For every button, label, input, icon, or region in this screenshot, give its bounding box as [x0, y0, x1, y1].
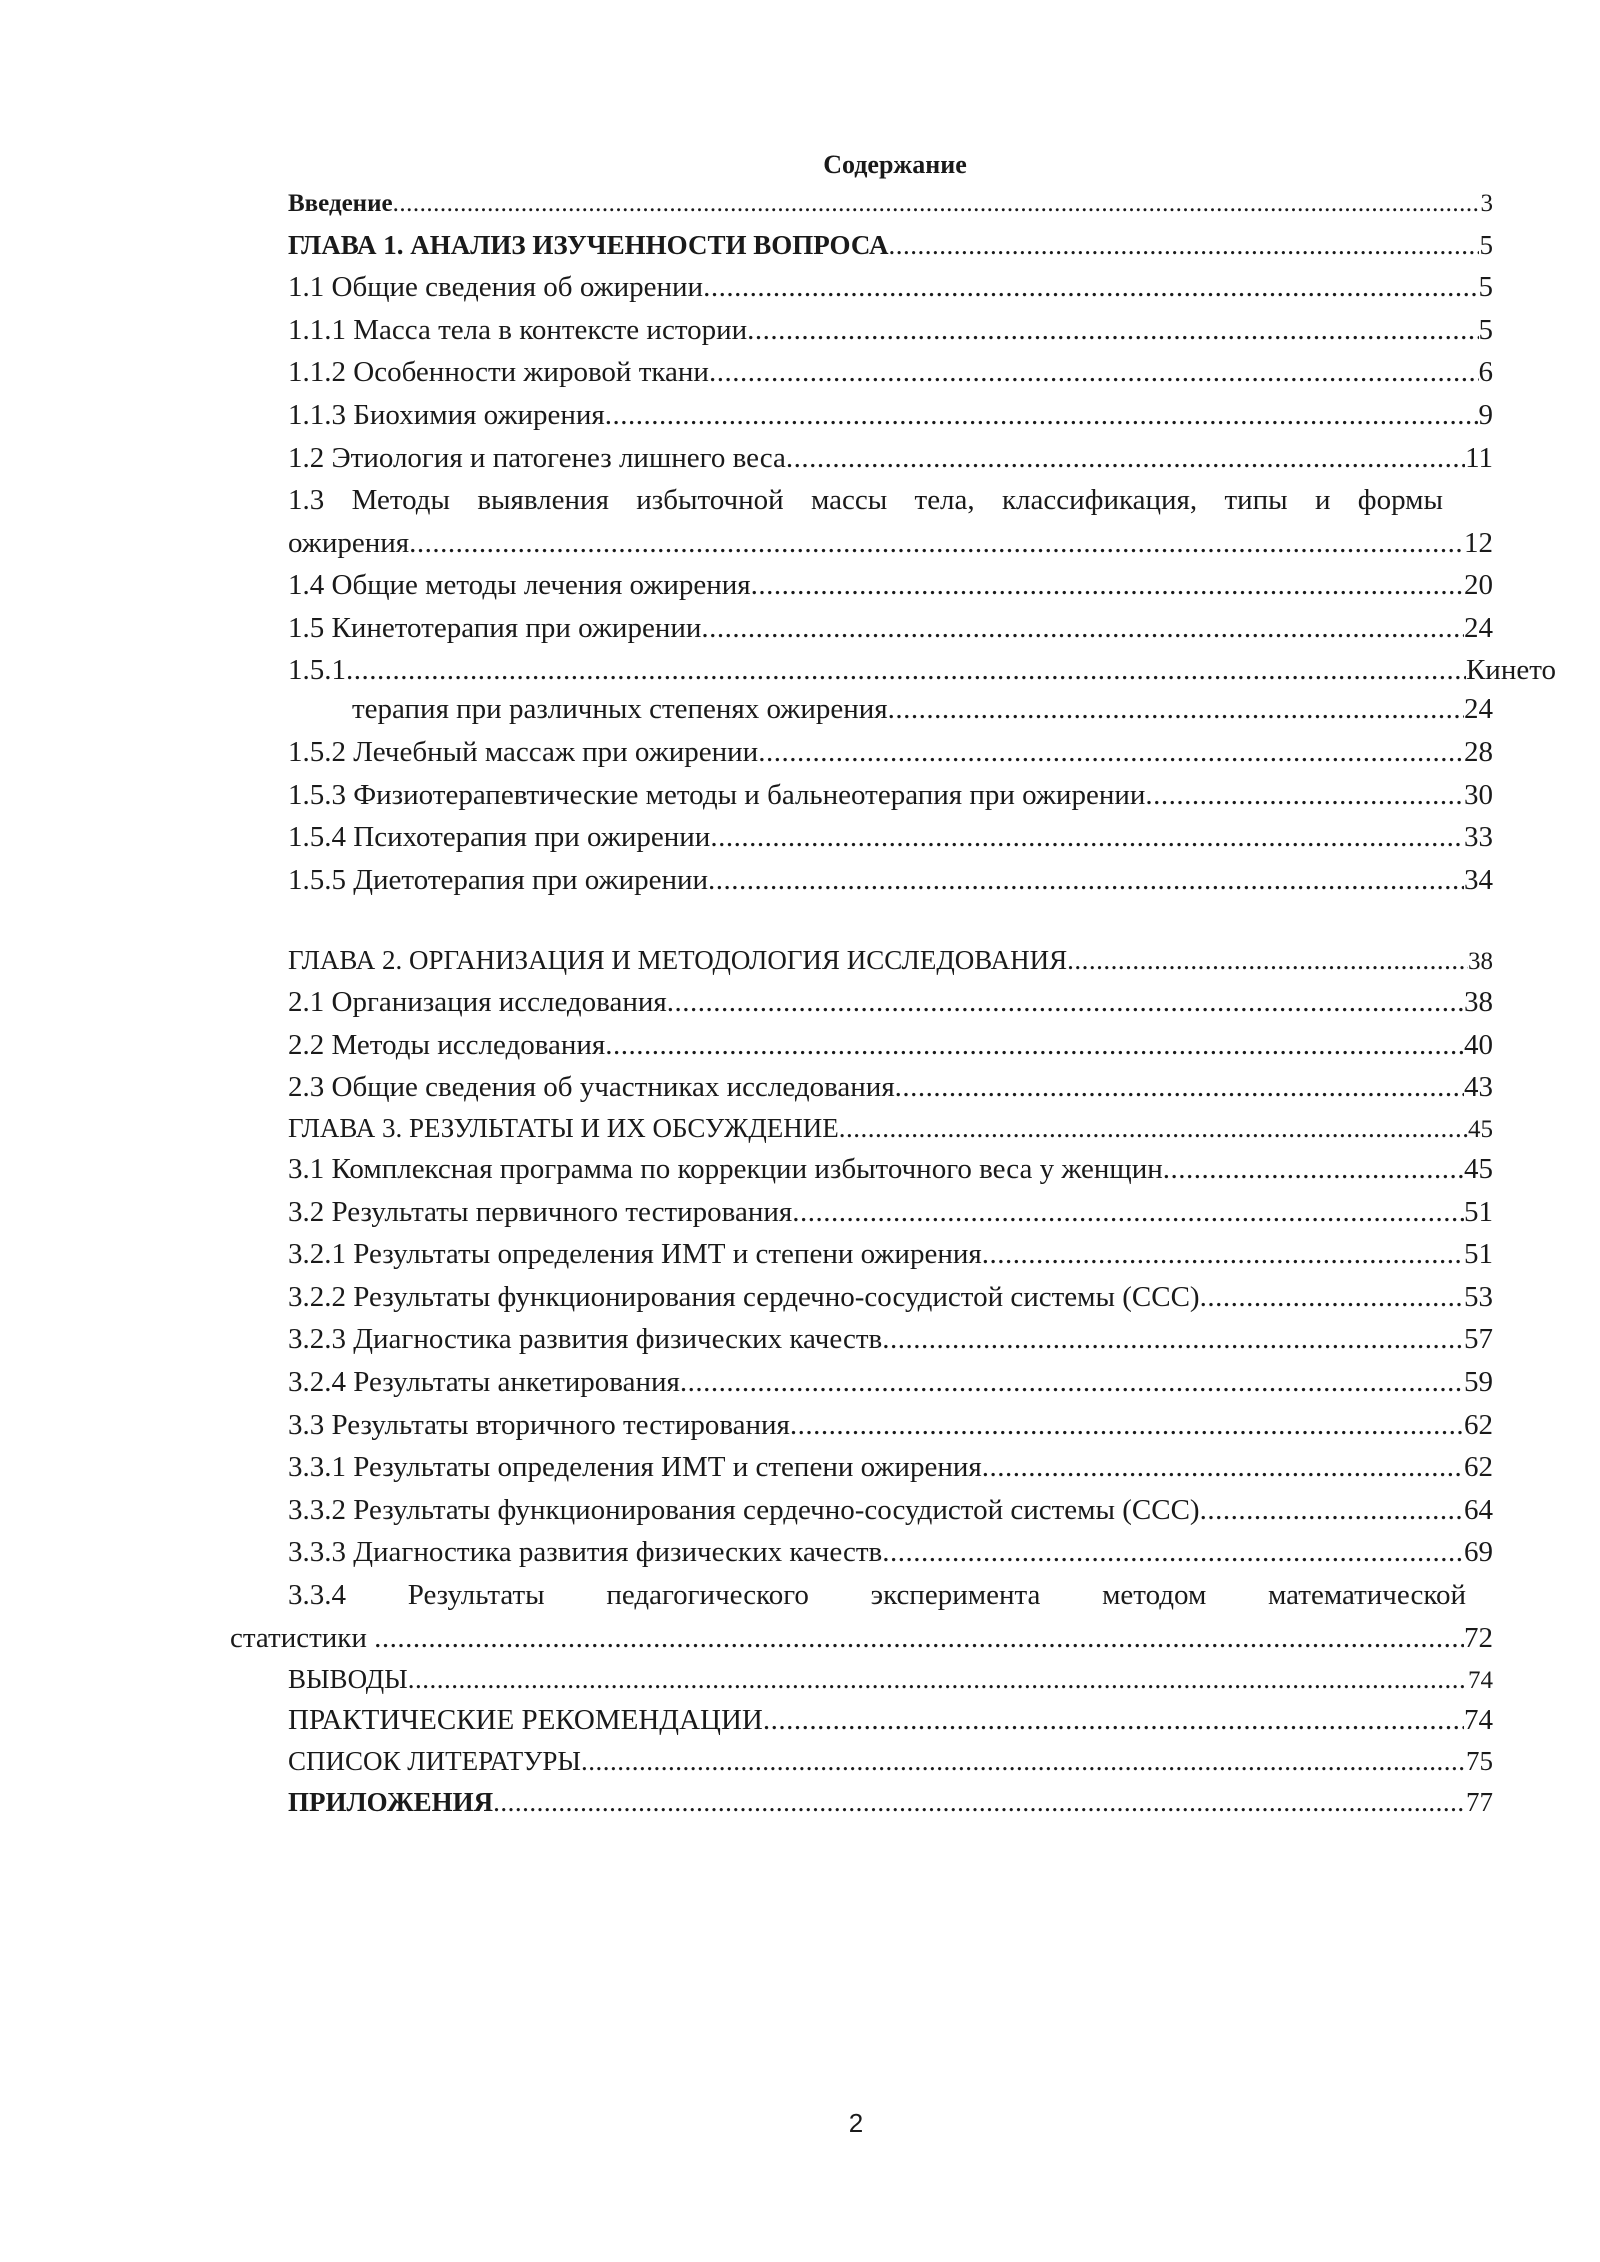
toc-entry-1-5[interactable]	[288, 611, 1493, 645]
toc-entry-label: 1.5.1	[288, 654, 346, 686]
toc-entry-1-4[interactable]	[288, 568, 1493, 602]
dot-leader	[747, 313, 1478, 347]
toc-entry-page: 40	[1464, 1029, 1493, 1061]
toc-entry-conclusions[interactable]	[288, 1662, 1493, 1698]
dot-leader	[393, 187, 1479, 221]
dot-leader	[1163, 1152, 1464, 1186]
toc-entry-label: ГЛАВА 2. ОРГАНИЗАЦИЯ И МЕТОДОЛОГИЯ ИССЛЕДОВАНИЯ	[288, 945, 1068, 975]
toc-entry-1-5-1-line-2[interactable]	[352, 692, 1493, 726]
toc-entry-label: ГЛАВА 1. АНАЛИЗ ИЗУЧЕННОСТИ ВОПРОСА	[288, 230, 889, 260]
dot-leader	[374, 1621, 1464, 1655]
toc-entry-label: терапия при различных степенях ожирения	[352, 693, 888, 725]
toc-entry-label: 1.5.3 Физиотерапевтические методы и бальнеотерапия при ожирении	[288, 779, 1146, 811]
toc-entry-page: 24	[1464, 693, 1493, 725]
toc-entry-1-5-4[interactable]	[288, 820, 1493, 854]
toc-word: педагогического	[606, 1579, 809, 1611]
toc-entry-1-3-line-1[interactable]	[288, 483, 1443, 517]
dot-leader	[708, 863, 1464, 897]
toc-entry-3-1[interactable]	[288, 1152, 1493, 1186]
toc-entry-page: 74	[1464, 1704, 1493, 1736]
dot-leader	[895, 1070, 1464, 1104]
toc-entry-page: 38	[1464, 986, 1493, 1018]
toc-entry-introduction[interactable]	[288, 187, 1493, 221]
dot-leader	[751, 568, 1464, 602]
toc-entry-page: 9	[1478, 399, 1493, 431]
dot-leader	[882, 1535, 1464, 1569]
toc-entry-page: 5	[1478, 271, 1493, 303]
dot-leader	[758, 735, 1464, 769]
toc-entry-label: 1.5 Кинетотерапия при ожирении	[288, 612, 702, 644]
toc-entry-page: 24	[1464, 612, 1493, 644]
toc-entry-page: 62	[1464, 1409, 1493, 1441]
toc-entry-label: 2.1 Организация исследования	[288, 986, 667, 1018]
dot-leader	[1200, 1493, 1464, 1527]
dot-leader	[605, 1028, 1464, 1062]
dot-leader	[710, 820, 1464, 854]
dot-leader	[680, 1365, 1464, 1399]
page-number: 2	[848, 2108, 864, 2138]
dot-leader	[667, 985, 1464, 1019]
dot-leader	[581, 1744, 1466, 1778]
toc-word: 1.3	[288, 484, 325, 516]
toc-word: избыточной	[636, 484, 784, 516]
toc-entry-recommendations[interactable]	[288, 1703, 1493, 1737]
toc-entry-page: 6	[1478, 356, 1493, 388]
toc-entry-1-2[interactable]	[288, 441, 1493, 475]
toc-word: методом	[1102, 1579, 1207, 1611]
toc-entry-3-2-1[interactable]	[288, 1237, 1493, 1271]
toc-entry-page: 77	[1466, 1787, 1493, 1817]
dot-leader	[493, 1785, 1466, 1819]
toc-entry-page: 74	[1468, 1667, 1493, 1694]
toc-entry-page: 5	[1479, 230, 1493, 260]
dot-leader	[409, 526, 1464, 560]
toc-entry-label: ожирения	[288, 527, 410, 559]
toc-entry-page: 11	[1465, 442, 1493, 474]
toc-entry-3-2[interactable]	[288, 1195, 1493, 1229]
toc-entry-1-1-2[interactable]	[288, 355, 1493, 389]
toc-entry-1-1-1[interactable]	[288, 313, 1493, 347]
toc-entry-page: 38	[1468, 948, 1493, 975]
toc-entry-page: 45	[1464, 1153, 1493, 1185]
toc-entry-label: 2.3 Общие сведения об участниках исследования	[288, 1071, 895, 1103]
toc-entry-page: 43	[1464, 1071, 1493, 1103]
dot-leader	[839, 1111, 1468, 1145]
toc-entry-1-5-1-line-1[interactable]	[288, 653, 1556, 687]
toc-word: Результаты	[407, 1579, 545, 1611]
toc-entry-3-3-4-line-2[interactable]	[230, 1621, 1493, 1655]
toc-entry-page: 57	[1464, 1323, 1493, 1355]
dot-leader	[408, 1662, 1468, 1696]
toc-entry-label: 1.1.3 Биохимия ожирения	[288, 399, 605, 431]
toc-entry-label: 1.1.2 Особенности жировой ткани	[288, 356, 709, 388]
toc-entry-3-2-4[interactable]	[288, 1365, 1493, 1399]
toc-entry-references[interactable]	[288, 1744, 1493, 1778]
toc-entry-label: ВЫВОДЫ	[288, 1664, 408, 1694]
toc-word: и	[1314, 484, 1331, 516]
toc-entry-page: 51	[1464, 1238, 1493, 1270]
toc-entry-page: 69	[1464, 1536, 1493, 1568]
dot-leader	[888, 692, 1464, 726]
dot-leader	[790, 1408, 1464, 1442]
dot-leader	[982, 1237, 1464, 1271]
toc-entry-label: 1.5.5 Диетотерапия при ожирении	[288, 864, 709, 896]
toc-word: 3.3.4	[288, 1579, 346, 1611]
toc-entry-page: 12	[1464, 527, 1493, 559]
dot-leader	[982, 1450, 1464, 1484]
toc-entry-label: 1.1 Общие сведения об ожирении	[288, 271, 704, 303]
toc-entry-label: 3.2.4 Результаты анкетирования	[288, 1366, 680, 1398]
toc-entry-1-5-2[interactable]	[288, 735, 1493, 769]
toc-entry-page: 30	[1464, 779, 1493, 811]
toc-entry-3-3-2[interactable]	[288, 1493, 1493, 1527]
toc-word: типы	[1224, 484, 1288, 516]
toc-word: тела,	[914, 484, 975, 516]
toc-entry-label: 3.3 Результаты вторичного тестирования	[288, 1409, 790, 1441]
toc-entry-3-2-2[interactable]	[288, 1280, 1493, 1314]
toc-word: выявления	[477, 484, 609, 516]
toc-entry-label: СПИСОК ЛИТЕРАТУРЫ	[288, 1746, 581, 1776]
toc-entry-2-3[interactable]	[288, 1070, 1493, 1104]
toc-entry-page: 5	[1478, 314, 1493, 346]
toc-word: эксперимента	[870, 1579, 1041, 1611]
toc-entry-label: 3.3.2 Результаты функционирования сердечно-сосудистой системы (ССС)	[288, 1494, 1200, 1526]
toc-entry-1-1-3[interactable]	[288, 398, 1493, 432]
toc-entry-label: 3.2 Результаты первичного тестирования	[288, 1196, 793, 1228]
toc-entry-appendices[interactable]	[288, 1785, 1493, 1819]
toc-entry-label: 3.1 Комплексная программа по коррекции избыточного веса у женщин	[288, 1153, 1163, 1185]
toc-entry-page: 33	[1464, 821, 1493, 853]
toc-entry-label-tail: Кинето	[1465, 654, 1556, 686]
dot-leader	[1145, 778, 1464, 812]
toc-entry-2-1[interactable]	[288, 985, 1493, 1019]
toc-entry-page: 28	[1464, 736, 1493, 768]
dot-leader	[889, 228, 1479, 262]
toc-entry-label: 1.4 Общие методы лечения ожирения	[288, 569, 751, 601]
dot-leader	[703, 270, 1478, 304]
dot-leader	[605, 398, 1479, 432]
toc-entry-3-3[interactable]	[288, 1408, 1493, 1442]
toc-entry-label: ГЛАВА 3. РЕЗУЛЬТАТЫ И ИХ ОБСУЖДЕНИЕ	[288, 1113, 839, 1143]
toc-entry-page: 59	[1464, 1366, 1493, 1398]
toc-entry-label: Введение	[288, 190, 393, 217]
toc-entry-2-2[interactable]	[288, 1028, 1493, 1062]
toc-entry-3-3-3[interactable]	[288, 1535, 1493, 1569]
toc-entry-1-3-line-2[interactable]	[288, 526, 1493, 560]
toc-entry-label: 1.5.2 Лечебный массаж при ожирении	[288, 736, 759, 768]
toc-word: массы	[810, 484, 888, 516]
toc-entry-page: 64	[1464, 1494, 1493, 1526]
toc-entry-chapter-3[interactable]	[288, 1111, 1493, 1147]
toc-entry-page: 53	[1464, 1281, 1493, 1313]
toc-word: формы	[1357, 484, 1443, 516]
dot-leader	[1067, 943, 1468, 977]
toc-entry-label: ПРАКТИЧЕСКИЕ РЕКОМЕНДАЦИИ	[288, 1704, 763, 1736]
toc-entry-1-1[interactable]	[288, 270, 1493, 304]
dot-leader	[792, 1195, 1464, 1229]
toc-entry-page: 62	[1464, 1451, 1493, 1483]
toc-title: Содержание	[823, 150, 967, 179]
toc-entry-3-3-1[interactable]	[288, 1450, 1493, 1484]
toc-entry-label: 2.2 Методы исследования	[288, 1029, 606, 1061]
toc-entry-page: 45	[1468, 1116, 1493, 1143]
dot-leader	[882, 1322, 1464, 1356]
dot-leader	[709, 355, 1479, 389]
toc-entry-label: 1.2 Этиология и патогенез лишнего веса	[288, 442, 786, 474]
toc-entry-page: 75	[1466, 1746, 1493, 1776]
toc-entry-label: 3.3.1 Результаты определения ИМТ и степени ожирения	[288, 1451, 982, 1483]
toc-entry-chapter-2[interactable]	[288, 943, 1493, 979]
toc-entry-page: 34	[1464, 864, 1493, 896]
toc-entry-page: 20	[1464, 569, 1493, 601]
toc-entry-3-2-3[interactable]	[288, 1322, 1493, 1356]
dot-leader	[1200, 1280, 1464, 1314]
dot-leader	[786, 441, 1465, 475]
toc-entry-label: 1.5.4 Психотерапия при ожирении	[288, 821, 711, 853]
toc-entry-1-5-3[interactable]	[288, 778, 1493, 812]
toc-entry-page: 51	[1464, 1196, 1493, 1228]
toc-entry-label: 1.1.1 Масса тела в контексте истории	[288, 314, 748, 346]
toc-entry-label: 3.2.2 Результаты функционирования сердечно-сосудистой системы (ССС)	[288, 1281, 1200, 1313]
toc-entry-1-5-5[interactable]	[288, 863, 1493, 897]
dot-leader	[346, 653, 1466, 687]
toc-entry-chapter-1[interactable]	[288, 228, 1493, 262]
toc-word: Методы	[351, 484, 451, 516]
toc-entry-label: ПРИЛОЖЕНИЯ	[288, 1787, 494, 1817]
toc-entry-page: 72	[1464, 1622, 1493, 1654]
toc-entry-3-3-4-line-1[interactable]	[288, 1578, 1466, 1612]
dot-leader	[701, 611, 1464, 645]
toc-entry-label: 3.2.1 Результаты определения ИМТ и степени ожирения	[288, 1238, 982, 1270]
toc-word: математической	[1268, 1579, 1466, 1611]
toc-entry-label: статистики	[230, 1622, 375, 1654]
toc-entry-label: 3.2.3 Диагностика развития физических качеств	[288, 1323, 883, 1355]
toc-entry-page: 3	[1480, 190, 1493, 217]
dot-leader	[763, 1703, 1464, 1737]
toc-word: классификация,	[1001, 484, 1198, 516]
toc-entry-label: 3.3.3 Диагностика развития физических качеств	[288, 1536, 883, 1568]
